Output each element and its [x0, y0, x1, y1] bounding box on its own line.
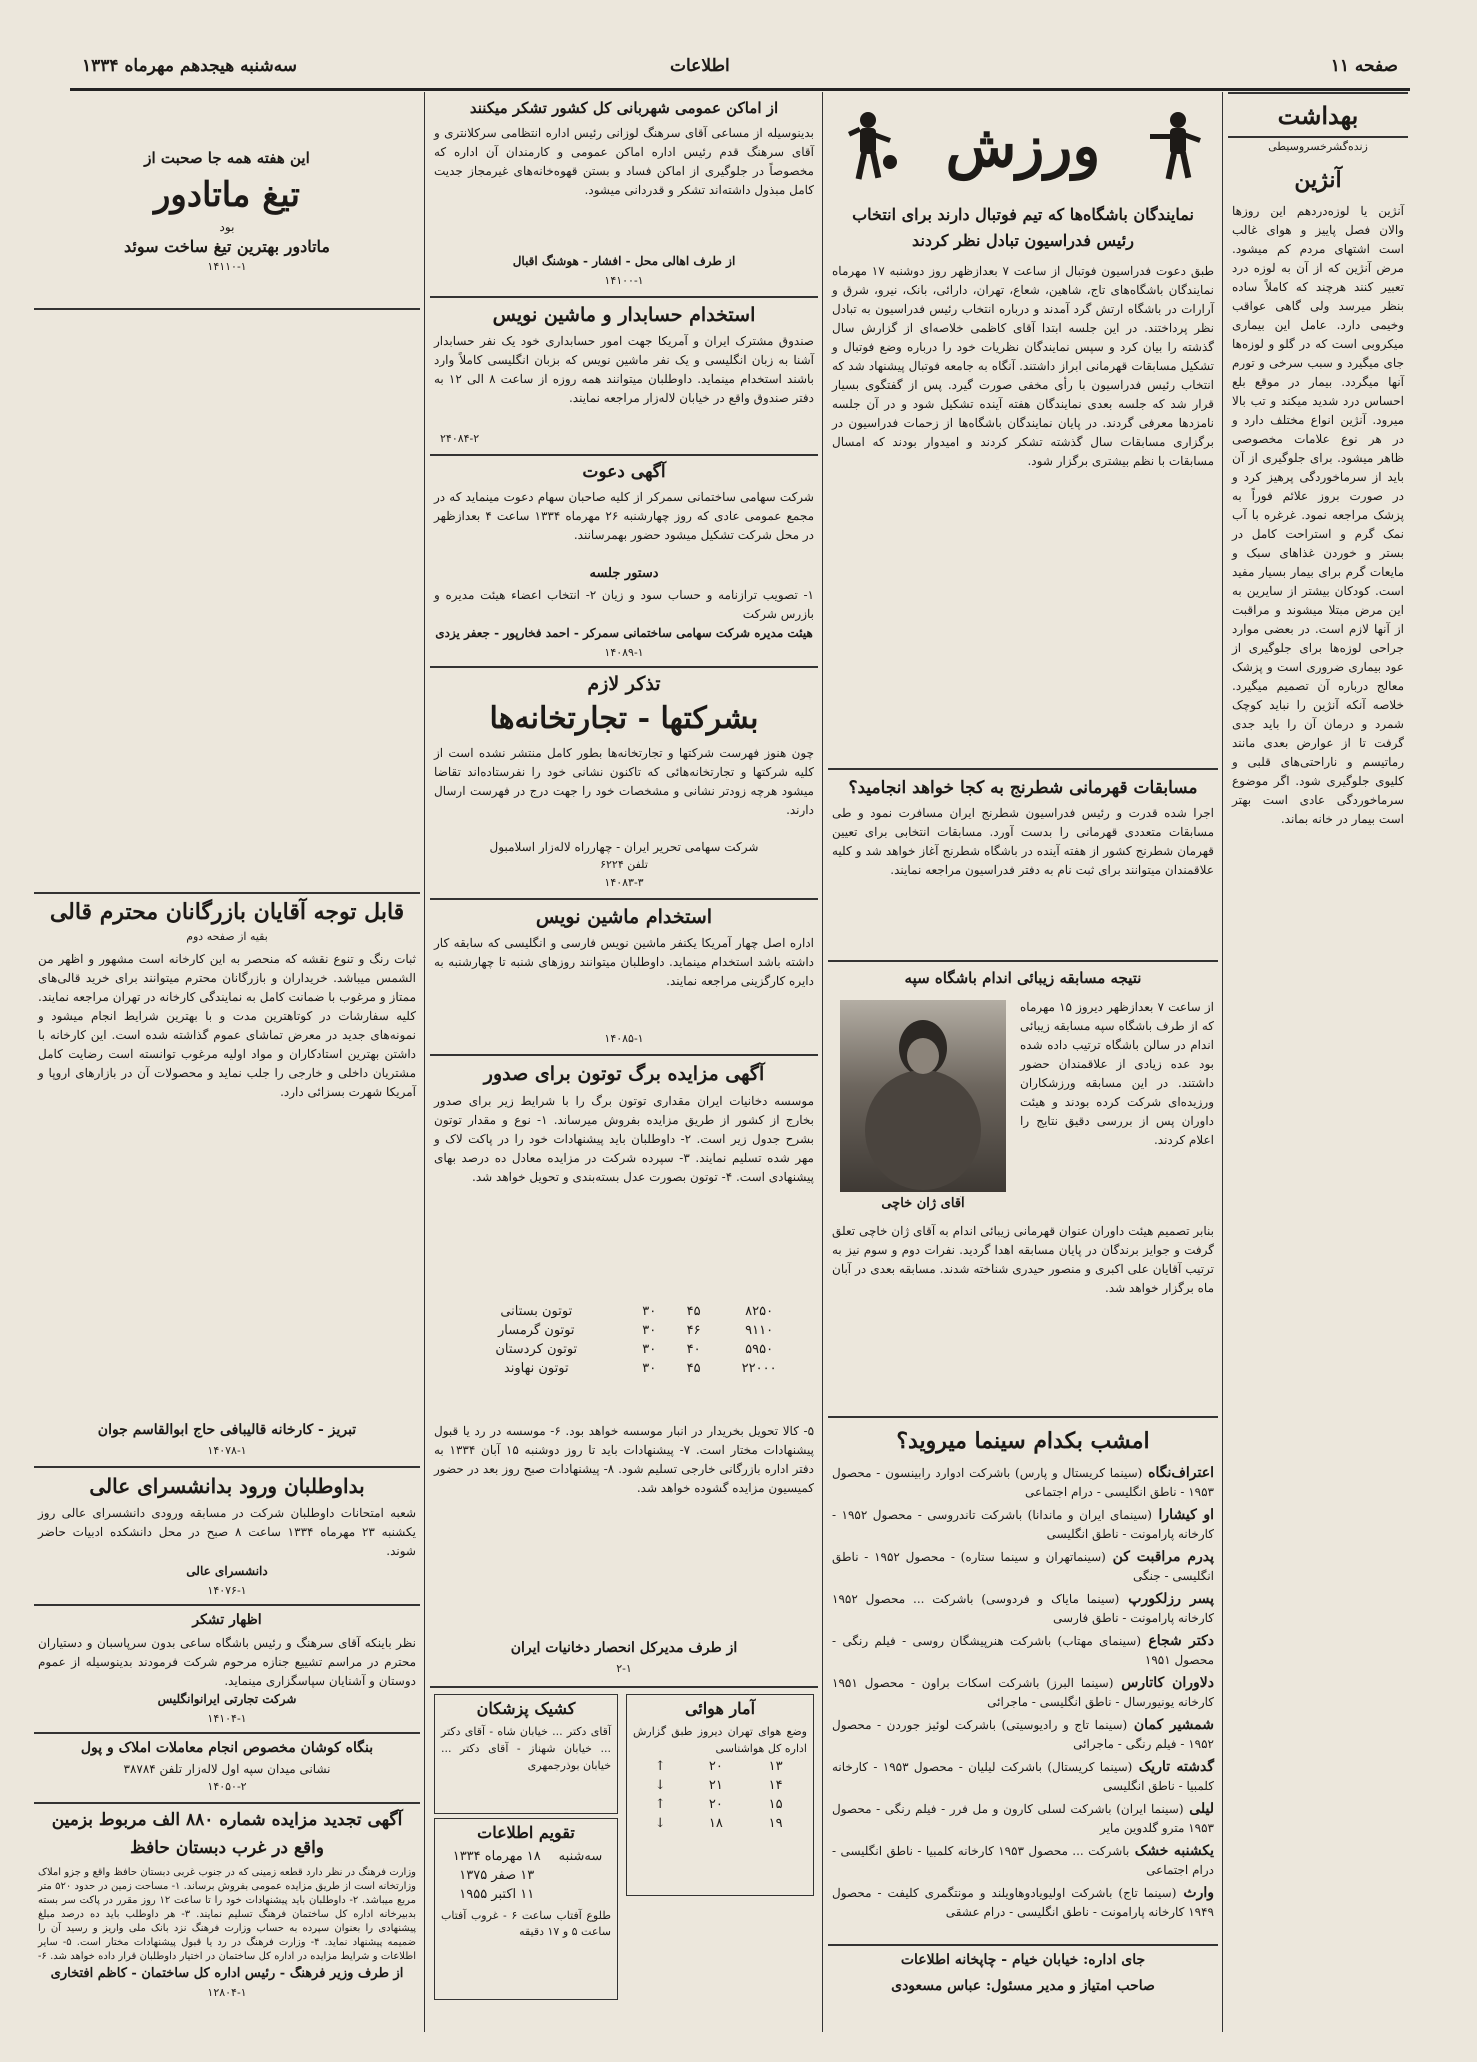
- sports-lead-headline: نمایندگان باشگاه‌ها که تیم فوتبال دارند برای انتخاب رئیس فدراسیون تبادل نظر کردند: [852, 205, 1194, 250]
- table-cell: ۱۳ صفر ۱۳۷۵: [459, 1868, 535, 1883]
- health-heading: بهداشت: [1277, 101, 1359, 130]
- bodybuilding-headline: نتیجه مسابقه زیبائی اندام باشگاه سپه: [904, 969, 1142, 987]
- table-cell: [551, 1866, 610, 1885]
- cinema-film-details: (سینما کریستال و پارس) باشرکت ادوارد رابینسون - محصول ۱۹۵۳ - ناطق انگلیسی - درام اجتماعی: [832, 1466, 1214, 1499]
- cinema-film-title: دلاوران کاتارس: [1113, 1675, 1215, 1691]
- weather-row: [634, 1795, 805, 1814]
- companies-notice-signature: شرکت سهامی تحریر ایران - چهارراه لاله‌زار اسلامبول: [489, 840, 759, 854]
- health-article-body: آنژین یا لوزه‌دردهم این روزها والان فصل پاییز و هوای غالب است اشتهای مردم کم میشود. مرض آنژین که از آن به لوزه درد تعبیر کنند هرچند که کاملاً ساده بنظر میرسد ولی گاهی عواقب وخیمی دارد. عامل این بیماری میکروبی است که در گلو و لوزه‌ها جای میگیرد و سبب سرخی و تورم آنها میگردد. بیمار در موقع بلع احساس درد شدید میکند و تب بالا میرود. آنژین انواع مختلف دارد و در هر نوع علامات مخصوصی ظاهر میشود. برای جلوگیری از آن باید از سرماخوردگی پرهیز کرد و در صورت بروز علائم فوراً به پزشک مراجعه نمود. غرغره با آب نمک گرم و استراحت کامل در بستر و خوردن غذاهای سبک و مایعات گرم برای بیمار بسیار مفید است. کودکان بیشتر از سایرین به این مرض مبتلا میشوند و مراقبت از آنها لازم است. در بعضی موارد جراحی لوزه‌ها برای جلوگیری از عود بیماری ضروری است و پزشک معالج درباره آن تصمیم میگیرد. خلاصه آنکه آنژین را نباید کوچک شمرد و درمان آن را باید جدی گرفت تا از عوارض بعدی مانند رماتیسم و ناراحتی‌های قلبی و کلیوی جلوگیری شود. اگر موضوع سرماخوردگی عادی است بهتر است بیمار در خانه بماند.: [1232, 204, 1404, 826]
- thanks-ad-headline: اظهار تشکر: [192, 1612, 262, 1628]
- cinema-film-details: (سینما ایران) باشرکت لسلی کارون و مل فرر - فیلم رنگی - محصول ۱۹۵۳ مترو گلدوین مایر: [832, 1802, 1214, 1835]
- table-cell: ۱۳: [768, 1759, 783, 1774]
- table-cell: ۴۵: [686, 1304, 701, 1319]
- cinema-film-details: باشرکت ... محصول ۱۹۵۳ کارخانه کلمبیا - ناطق انگلیسی - درام اجتماعی: [832, 1844, 1214, 1877]
- police-thanks-body: بدینوسیله از مساعی آقای سرهنگ لوزانی رئیس اداره انتظامی سرکلانتری و آقای سرهنگ قدم رئیس اداره اماکن عمومی و کارمندان آن اداره که مخصوصاً در جلوگیری از اماکن فساد و بستن قهوه‌خانه‌های غیرمجاز جدیت کامل مبذول داشته‌اند تشکر و قدردانی میشود.: [434, 126, 814, 197]
- razor-ad-intro: این هفته همه جا صحبت از: [144, 149, 310, 167]
- tender-signature: از طرف وزیر فرهنگ - رئیس اداره کل ساختمان - کاظم افتخاری: [50, 1966, 404, 1981]
- table-cell: ۴۵: [686, 1361, 701, 1376]
- companies-notice-subheadline: بشرکتها - تجارتخانه‌ها: [489, 701, 759, 736]
- table-cell: ۳۰: [642, 1342, 657, 1357]
- cinema-film-details: (سینما تاج و رادیوسیتی) باشرکت لوئیز جوردن - محصول ۱۹۵۲ - فیلم رنگی - ماجرائی: [832, 1718, 1214, 1751]
- page-header: [70, 48, 1410, 91]
- cinema-film-details: (سینما کریستال) باشرکت لیلیان - محصول ۱۹۵۳ - کارخانه کلمبیا - ناطق انگلیسی: [832, 1760, 1214, 1793]
- health-subtitle: آنژین: [1294, 167, 1342, 193]
- cinema-film-details: (سینمای ایران و ماندانا) باشرکت تاندروسی - محصول ۱۹۵۲ - کارخانه پارامونت - ناطق انگلیسی: [832, 1508, 1214, 1541]
- table-cell: ۴۶: [686, 1323, 701, 1338]
- razor-ad-code: ۱۴۱۱۰-۱: [207, 260, 247, 273]
- calendar-sun-times: طلوع آفتاب ساعت ۶ - غروب آفتاب ساعت ۵ و ۱۷ دقیقه: [441, 1909, 611, 1938]
- typist-body: اداره اصل چهار آمریکا یکنفر ماشین نویس فارسی و انگلیسی که سابقه کار داشته باشد استخدام مینماید. داوطلبان میتوانند روزهای شنبه تا چهارشنبه به دایره کارگزینی مراجعه نمایند.: [434, 936, 814, 988]
- tobacco-row: [446, 1359, 803, 1378]
- sports-column: [828, 92, 1218, 2032]
- merchants-ad-headline: قابل توجه آقایان بازرگانان محترم قالی: [34, 892, 420, 930]
- cinema-item: [828, 1506, 1218, 1548]
- razor-ad-tagline: ماتادور بهترین تیغ ساخت سوئد: [124, 237, 330, 256]
- typist-code: ۱۴۰۸۵-۱: [604, 1032, 644, 1045]
- clinic-body: آقای دکتر ... خیابان شاه - آقای دکتر ... خیابان شهناز - آقای دکتر ... خیابان بوذرجمهری: [441, 1725, 611, 1772]
- invitation-agenda: ۱- تصویب ترازنامه و حساب سود و زیان ۲- انتخاب اعضاء هیئت مدیره و بازرس شرکت: [434, 588, 814, 621]
- table-cell: ↑: [654, 1759, 666, 1774]
- table-cell: ۲۰: [708, 1759, 723, 1774]
- column-rule: [1222, 92, 1223, 2032]
- tobacco-auction-code: ۲-۱: [616, 1662, 632, 1675]
- cinema-film-title: گدشته تاریک: [1132, 1759, 1215, 1775]
- chess-headline: مسابقات قهرمانی شطرنج به کجا خواهد انجامید؟: [848, 778, 1198, 798]
- police-thanks-code: ۱۴۱۰۰-۱: [604, 274, 644, 287]
- cinema-film-title: دکتر شجاع: [1141, 1633, 1215, 1649]
- merchants-ad-signature: تبریز - کارخانه قالیبافی حاج ابوالقاسم جوان: [97, 1422, 357, 1438]
- invitation-agenda-title: دستور جلسه: [589, 566, 659, 581]
- tobacco-auction-terms: ۵- کالا تحویل بخریدار در انبار موسسه خواهد بود. ۶- موسسه در رد یا قبول پیشنهادات مختار است. ۷- پیشنهادات باید تا روز دوشنبه ۱۵ آبان ۱۳۳۴ به دفتر اداره بازرگانی خارجی تسلیم شود. ۸- پیشنهادات صبح روز بعد در حضور کمیسیون مزایده گشوده خواهد شد.: [434, 1424, 815, 1495]
- students-ad-code: ۱۴۰۷۶-۱: [207, 1584, 247, 1597]
- cinema-item: [828, 1674, 1218, 1716]
- table-cell: توتون بستانی: [500, 1304, 573, 1319]
- header-paper-name: اطلاعات: [670, 56, 730, 76]
- table-cell: ۳۰: [642, 1323, 657, 1338]
- cinema-film-title: وارث: [1176, 1885, 1214, 1901]
- typist-headline: استخدام ماشین نویس: [535, 906, 713, 928]
- accountant-body: صندوق مشترک ایران و آمریکا جهت امور حسابداری خود یک نفر حسابدار آشنا به زبان انگلیسی و یک نفر ماشین نویس که بزبان انگلیسی کاملاً وارد باشند استخدام مینماید. داوطلبان میتوانند همه روزه از ساعت ۸ الی ۱۲ به دفتر صندوق واقع در خیابان لاله‌زار مراجعه نمایند.: [434, 334, 815, 405]
- cinema-headline: امشب بکدام سینما میروید؟: [896, 1428, 1150, 1454]
- table-cell: ۲۰: [708, 1797, 723, 1812]
- agency-ad-body: نشانی میدان سپه اول لاله‌زار تلفن ۳۸۷۸۴: [123, 1762, 331, 1776]
- sports-lead-body: طبق دعوت فدراسیون فوتبال از ساعت ۷ بعدازظهر روز دوشنبه ۱۷ مهرماه نمایندگان باشگاه‌های تاج، شاهین، شعاع، تهران، دارائی، بانک، نیرو، شرق و آرارات در باشگاه ارتش گرد آمدند و درباره انتخاب رئیس فدراسیون به تبادل نظر پرداختند. در این جلسه ابتدا آقای کاظمی خلاصه‌ای از گزارش سال گذشته را بیان کرد و سپس نمایندگان نظریات خود را درباره وضع فوتبال و تشکیل مسابقات قهرمانی ابراز داشتند. آنگاه به جامعه فوتبال پیشنهاد شد که انتخاب رئیس فدراسیون با رأی مخفی صورت گیرد. پس از گفتگوی بسیار قرار شد که جلسه بعدی نمایندگان هفته آینده تشکیل شود و در آن جلسه نامزدها معرفی گردند. در پایان نمایندگان باشگاه‌ها از زحمات فدراسیون در برگزاری مسابقات سال گذشته تشکر کردند و امیدوار بودند که امسال مسابقات با نظم بیشتری برگزار شود.: [832, 264, 1215, 468]
- accountant-code: ۲۴۰۸۴-۲: [440, 432, 480, 445]
- footer-address: جای اداره: خیابان خیام - چاپخانه اطلاعات: [900, 1952, 1146, 1968]
- sports-masthead: [828, 98, 1218, 196]
- table-cell: ۱۴: [768, 1778, 783, 1793]
- invitation-code: ۱۴۰۸۹-۱: [604, 646, 644, 659]
- cinema-item: [828, 1758, 1218, 1800]
- weather-table: [634, 1757, 805, 1833]
- weather-row: [634, 1757, 805, 1776]
- table-cell: توتون نهاوند: [503, 1361, 569, 1376]
- table-cell: ۱۱ اکتبر ۱۹۵۵: [459, 1887, 535, 1902]
- cinema-item: [828, 1590, 1218, 1632]
- cinema-list: [828, 1464, 1218, 1926]
- calendar-row: [442, 1847, 609, 1866]
- thanks-ad-body: نظر باینکه آقای سرهنگ و رئیس باشگاه ساعی بدون سرپاسبان و دستیاران محترم در مراسم تشییع جنازه مرحوم شرکت فرمودند بدینوسیله از عموم دوستان و آشنایان سپاسگزاری مینماید.: [38, 1636, 416, 1688]
- notices-column: [430, 92, 818, 2032]
- tobacco-auction-table: [430, 1302, 818, 1418]
- tobacco-row: [446, 1340, 803, 1359]
- header-date: سه‌شنبه هیجدهم مهرماه ۱۳۳۴: [82, 56, 298, 76]
- cinema-film-details: (سینما تاج) باشرکت اولیویادوهاویلند و مونتگمری کلیفت - محصول ۱۹۴۹ کارخانه پارامونت - ناطق انگلیسی - درام عشقی: [832, 1886, 1214, 1919]
- table-cell: ↓: [654, 1816, 666, 1831]
- weather-row: [634, 1814, 805, 1833]
- merchants-ad-code: ۱۴۰۷۸-۱: [207, 1444, 247, 1457]
- weather-headline: آمار هوائی: [684, 1699, 756, 1718]
- razor-ad-rule: [34, 308, 420, 310]
- cinema-item: [828, 1884, 1218, 1926]
- calendar-headline: تقویم اطلاعات: [477, 1823, 575, 1842]
- students-ad-body: شعبه امتحانات داوطلبان شرکت در مسابقه ورودی دانشسرای عالی روز یکشنبه ۲۳ مهرماه ۱۳۳۴ ساعت ۸ صبح در محل دانشکده ادبیات حاضر شوند.: [38, 1506, 416, 1558]
- calendar-row: [442, 1866, 609, 1885]
- cinema-film-title: شمشیر کمان: [1127, 1717, 1215, 1733]
- cinema-item: [828, 1842, 1218, 1884]
- athlete-photo: [840, 1000, 1006, 1192]
- table-cell: ۹۱۱۰: [745, 1323, 774, 1338]
- cinema-item: [828, 1632, 1218, 1674]
- cinema-film-title: اعتراف‌نگاه: [1142, 1465, 1214, 1481]
- tobacco-table: [446, 1302, 803, 1378]
- bodybuilding-body: از ساعت ۷ بعدازظهر دیروز ۱۵ مهرماه که از طرف باشگاه سپه مسابقه زیبائی اندام در سالن باشگاه ترتیب داده شده بود عده زیادی از علاقمندان حضور داشتند. در این مسابقه ورزشکاران ورزیده‌ای شرکت کرده بودند و هیئت داوران پس از بررسی دقیق نتایج را اعلام کردند.: [1020, 1000, 1214, 1147]
- tobacco-auction-body: موسسه دخانیات ایران مقداری توتون برگ را با شرایط زیر برای صدور بخارج از کشور از طریق مزایده بفروش میرساند. ۱- نوع و مقدار توتون بشرح جدول زیر است. ۲- داوطلبان باید پیشنهادات خود را در پاکت لاک و مهر شده تسلیم نمایند. ۳- سپرده شرکت در مزایده معادل ده درصد بهای پیشنهادی است. ۴- توتون بصورت عدل بسته‌بندی و تحویل خواهد شد.: [434, 1094, 814, 1184]
- cinema-film-details: (سینما البرز) باشرکت اسکات براون - محصول ۱۹۵۱ کارخانه یونیورسال - ناطق انگلیسی - ماجرائی: [832, 1676, 1214, 1709]
- cinema-film-title: او کیشارا: [1152, 1507, 1215, 1523]
- table-cell: ۱۹: [768, 1816, 783, 1831]
- calendar-row: [442, 1885, 609, 1904]
- clinic-headline: کشیک پزشکان: [476, 1699, 576, 1718]
- table-cell: [551, 1885, 610, 1904]
- athlete-photo-caption: آقای ژان خاچی: [881, 1196, 965, 1211]
- tobacco-row: [446, 1302, 803, 1321]
- chess-body: اجرا شده قدرت و رئیس فدراسیون شطرنج ایران مسافرت نمود و طی مسابقات متعددی قهرمانی را بدست آورد. مسابقات انتخابی برای تعیین قهرمان شطرنج کشور از هفته آینده در باشگاه شطرنج آغاز خواهد شد و کلیه علاقمندان میتوانند برای ثبت نام به دفتر فدراسیون مراجعه نمایند.: [832, 806, 1214, 877]
- invitation-headline: آگهی دعوت: [582, 462, 666, 482]
- police-thanks-signature: از طرف اهالی محل - افشار - هوشنگ اقبال: [512, 254, 736, 268]
- agency-ad-headline: بنگاه کوشان مخصوص انجام معاملات املاک و پول: [80, 1740, 374, 1756]
- cinema-film-title: یکشنبه خشک: [1129, 1843, 1214, 1859]
- cinema-listings: [828, 1464, 1218, 1934]
- table-cell: ↑: [654, 1797, 666, 1812]
- header-page-number: صفحه ۱۱: [1330, 56, 1398, 76]
- tobacco-row: [446, 1321, 803, 1340]
- table-cell: ۱۸: [708, 1816, 723, 1831]
- razor-ad-line2: بود: [219, 220, 235, 234]
- razor-brand: تیغ ماتادور: [153, 175, 301, 215]
- thanks-ad-code: ۱۴۱۰۴-۱: [207, 1712, 247, 1725]
- table-cell: ۳۰: [642, 1304, 657, 1319]
- bodybuilding-body-continued: بنابر تصمیم هیئت داوران عنوان قهرمانی زیبائی اندام به آقای ژان خاچی تعلق گرفت و جوایز برندگان در پایان مسابقه اهدا گردید. نفرات دوم و سوم نیز به ترتیب آقایان علی اکبری و منصور حیدری شناخته شدند. مسابقه بعدی در آبان ماه برگزار خواهد شد.: [832, 1224, 1214, 1295]
- companies-notice-headline: تذکر لازم: [587, 673, 661, 695]
- tender-code: ۱۲۸۰۴-۱: [207, 1986, 247, 1999]
- merchants-ad-body: ثبات رنگ و تنوع نقشه که منحصر به این کارخانه است مشهور و اظهر من الشمس میباشد. خریداران و بازرگانان محترم میتوانند برای خرید قالی‌های ممتاز و مرغوب با ضمانت کامل به نمایندگی کارخانه در تهران مراجعه نمایند. کلیه سفارشات در کوتاهترین مدت و با بهترین شرایط انجام میشود و نمونه‌های جدید در معرض تماشای عموم گذاشته شده است. این کارخانه با داشتن بهترین استادکاران و مواد اولیه مرغوب توانسته است رضایت کامل مشتریان داخلی و خارجی را جلب نماید و محصولات آن در بازارهای اروپا و آمریکا شهرت بسزائی دارد.: [38, 952, 416, 1099]
- calendar-table: [442, 1847, 609, 1904]
- table-cell: ۵۹۵۰: [745, 1342, 774, 1357]
- table-cell: ↓: [654, 1778, 666, 1793]
- table-cell: ۸۲۵۰: [745, 1304, 774, 1319]
- table-cell: ۲۱: [708, 1778, 723, 1793]
- agency-ad-code: ۱۴۰۵۰-۲: [207, 1780, 247, 1793]
- tender-headline: آگهی تجدید مزایده شماره ۸۸۰ الف مربوط بزمین واقع در غرب دبستان حافظ: [51, 1810, 403, 1858]
- table-cell: ۱۸ مهرماه ۱۳۳۴: [452, 1849, 541, 1864]
- table-cell: ۲۲۰۰۰: [741, 1361, 777, 1376]
- invitation-signature: هیئت مدیره شرکت سهامی ساختمانی سمرکر - احمد فخارپور - جعفر یزدی: [435, 626, 813, 640]
- tobacco-auction-headline: آگهی مزایده برگ توتون برای صدور: [483, 1063, 765, 1085]
- weather-row: [634, 1776, 805, 1795]
- column-rule: [424, 92, 425, 2032]
- cinema-film-title: پدرم مراقبت کن: [1105, 1549, 1215, 1565]
- invitation-body: شرکت سهامی ساختمانی سمرکر از کلیه صاحبان سهام دعوت مینماید که در مجمع عمومی عادی که روز چهارشنبه ۲۶ مهرماه ۱۳۳۴ ساعت ۴ بعدازظهر در محل شرکت تشکیل میشود حضور بهمرسانند.: [434, 490, 814, 542]
- tobacco-auction-signature: از طرف مدیرکل انحصار دخانیات ایران: [510, 1640, 738, 1656]
- athlete-figure-icon: [840, 1000, 1006, 1192]
- companies-notice-phone: تلفن ۶۲۲۴: [600, 858, 648, 871]
- weather-box: [626, 1694, 814, 1896]
- cinema-film-details: (سینما مایاک و فردوسی) باشرکت ... محصول ۱۹۵۲ کارخانه پارامونت - ناطق فارسی: [832, 1592, 1214, 1625]
- calendar-box: [434, 1818, 618, 2000]
- students-ad-headline: بداوطلبان ورود بدانشسرای عالی: [89, 1474, 365, 1498]
- cinema-film-details: (سینمای مهتاب) باشرکت هنرپیشگان روسی - فیلم رنگی - محصول ۱۹۵۱: [832, 1634, 1214, 1667]
- cinema-item: [828, 1464, 1218, 1506]
- students-ad-signature: دانشسرای عالی: [186, 1564, 268, 1578]
- table-cell: ۱۵: [768, 1797, 783, 1812]
- footer-publisher: صاحب امتیاز و مدیر مسئول: عباس مسعودی: [891, 1978, 1155, 1994]
- table-cell: توتون کردستان: [495, 1342, 578, 1357]
- health-author: زنده‌گشرخسروسیطی: [1268, 140, 1368, 153]
- companies-notice-body: چون هنوز فهرست شرکتها و تجارتخانه‌ها بطور کامل منتشر نشده است از کلیه شرکتها و تجارتخانه‌هائی که تاکنون نشانی خود را نفرستاده‌اند تقاضا میشود هرچه زودتر نشانی و مشخصات خود را جهت درج در فهرست ارسال دارند.: [434, 746, 815, 817]
- cinema-item: [828, 1548, 1218, 1590]
- sports-section-title: ورزش: [945, 112, 1101, 180]
- thanks-ad-signature: شرکت تجارتی ایرانوانگلیس: [157, 1692, 297, 1706]
- police-thanks-headline: از اماکن عمومی شهربانی کل کشور تشکر میکنند: [469, 99, 779, 117]
- ads-column: [34, 92, 420, 2032]
- razor-ad: [34, 146, 420, 318]
- cinema-item: [828, 1716, 1218, 1758]
- health-column: [1228, 92, 1408, 2032]
- companies-notice-code: ۱۴۰۸۳-۳: [604, 876, 644, 889]
- cinema-item: [828, 1800, 1218, 1842]
- table-cell: ۳۰: [642, 1361, 657, 1376]
- accountant-headline: استخدام حسابدار و ماشین نویس: [492, 304, 756, 326]
- tender-body: وزارت فرهنگ در نظر دارد قطعه زمینی که در جنوب غربی دبستان حافظ واقع و جزو املاک وزارتخانه است از طریق مزایده عمومی بفروش برساند. ۱- مساحت زمین در حدود ۵۲۰ متر مربع میباشد. ۲- داوطلبان باید پیشنهادات خود را تا ساعت ۱۲ روز مقرر در پاکت سر بسته بدبیرخانه اداره کل ساختمان فرهنگ تسلیم نمایند. ۳- هر داوطلب باید ده درصد مبلغ پیشنهادی را بعنوان سپرده به حساب وزارت فرهنگ نزد بانک ملی واریز و رسید آن را ضمیمه پیشنهاد نماید. ۴- وزارت فرهنگ در رد یا قبول پیشنهادات مختار است. ۵- سایر اطلاعات و شرایط مزایده در اداره کل ساختمان در اختیار داوطلبان قرار داده خواهد شد. ۶-: [38, 1867, 417, 1962]
- table-cell: ۴۰: [686, 1342, 701, 1357]
- cinema-film-details: (سینماتهران و سینما ستاره) - محصول ۱۹۵۲ - ناطق انگلیسی - جنگی: [832, 1550, 1214, 1583]
- table-cell: توتون گرمسار: [498, 1323, 575, 1338]
- clinic-box: [434, 1694, 618, 1814]
- cinema-film-title: پسر رزلکورپ: [1119, 1591, 1214, 1607]
- cinema-film-title: لیلی: [1183, 1801, 1214, 1817]
- merchants-ad-continued: بقیه از صفحه دوم: [186, 930, 268, 943]
- table-cell: سه‌شنبه: [558, 1849, 603, 1864]
- weather-body: وضع هوای تهران دیروز طبق گزارش اداره کل هواشناسی: [633, 1725, 807, 1755]
- column-rule: [822, 92, 823, 2032]
